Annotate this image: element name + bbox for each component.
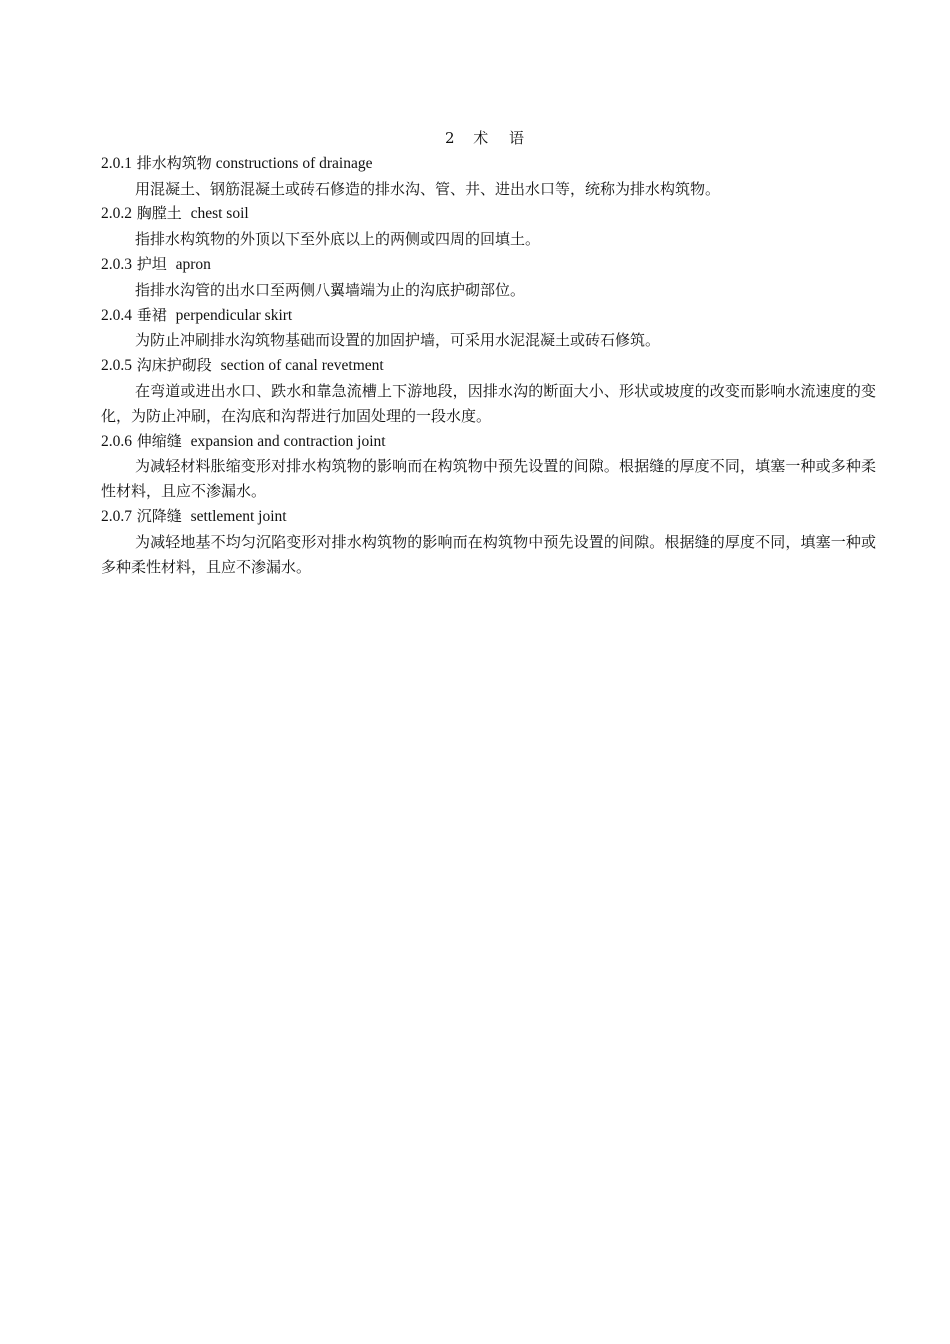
- term-id: 2.0.2: [101, 205, 132, 223]
- term-chinese-name: 护坦: [136, 254, 167, 273]
- term-id: 2.0.3: [101, 255, 132, 273]
- chapter-number: 2: [444, 129, 455, 147]
- term-heading: [101, 151, 876, 177]
- term-heading: [101, 504, 876, 530]
- term-chinese-name: 垂裙: [136, 305, 167, 324]
- chapter-title: [101, 126, 876, 151]
- term-definition: 指排水沟管的出水口至两侧八翼墙端为止的沟底护砌部位。: [135, 280, 526, 299]
- term-id: 2.0.5: [101, 357, 132, 375]
- term-english-name: apron: [175, 255, 211, 273]
- term-english-name: settlement joint: [190, 507, 287, 525]
- term-definition: 为防止冲刷排水沟筑物基础而设置的加固护墙，可采用水泥混凝土或砖石修筑。: [135, 331, 661, 350]
- term-english-name: chest soil: [190, 205, 249, 223]
- term-english-name: expansion and contraction joint: [190, 432, 386, 450]
- term-2-0-2: [101, 201, 876, 252]
- chapter-title-text: 术 语: [473, 129, 533, 147]
- term-definition: 为减轻地基不均匀沉陷变形对排水构筑物的影响而在构筑物中预先设置的间隙。根据缝的厚度不同，填塞一种或多种柔性材料，且应不渗漏水。: [101, 532, 876, 576]
- term-id: 2.0.6: [101, 432, 132, 450]
- term-chinese-name: 排水构筑物: [136, 153, 212, 172]
- term-definition: 为减轻材料胀缩变形对排水构筑物的影响而在构筑物中预先设置的间隙。根据缝的厚度不同，填塞一种或多种柔性材料，且应不渗漏水。: [101, 457, 876, 501]
- term-heading: [101, 429, 876, 455]
- term-2-0-5: [101, 353, 876, 428]
- term-chinese-name: 伸缩缝: [136, 431, 182, 450]
- document-content: [101, 126, 876, 579]
- term-english-name: constructions of drainage: [215, 154, 373, 172]
- term-id: 2.0.4: [101, 306, 132, 324]
- term-definition: 用混凝土、钢筋混凝土或砖石修造的排水沟、管、井、进出水口等，统称为排水构筑物。: [135, 179, 721, 198]
- term-chinese-name: 胸膛土: [136, 204, 182, 223]
- term-heading: [101, 252, 876, 278]
- term-2-0-4: [101, 303, 876, 354]
- term-definition: 指排水构筑物的外顶以下至外底以上的两侧或四周的回填土。: [135, 230, 541, 249]
- term-english-name: section of canal revetment: [220, 357, 384, 375]
- term-2-0-6: [101, 429, 876, 504]
- term-definition: 在弯道或进出水口、跌水和靠急流槽上下游地段，因排水沟的断面大小、形状或坡度的改变而影响水流速度的变化，为防止冲刷，在沟底和沟帮进行加固处理的一段水度。: [101, 381, 876, 425]
- term-id: 2.0.7: [101, 507, 132, 525]
- term-heading: [101, 303, 876, 329]
- term-2-0-7: [101, 504, 876, 579]
- term-2-0-1: [101, 151, 876, 202]
- term-heading: [101, 201, 876, 227]
- term-id: 2.0.1: [101, 154, 132, 172]
- term-heading: [101, 353, 876, 379]
- term-english-name: perpendicular skirt: [175, 306, 293, 324]
- term-chinese-name: 沉降缝: [136, 506, 182, 525]
- term-chinese-name: 沟床护砌段: [136, 356, 212, 375]
- term-2-0-3: [101, 252, 876, 303]
